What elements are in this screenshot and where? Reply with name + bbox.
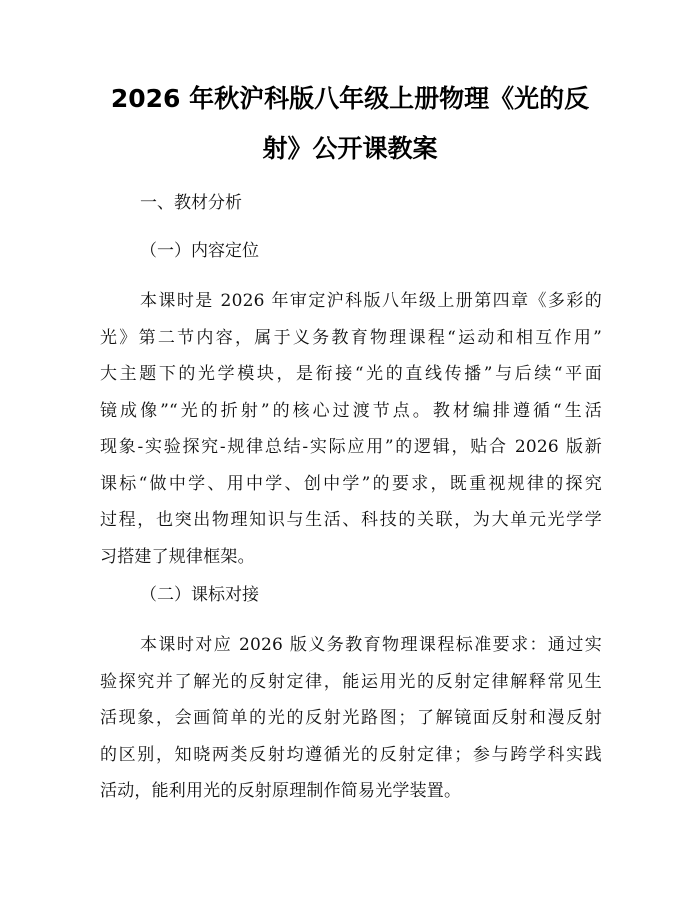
paragraph-line: 光》第二节内容，属于义务教育物理课程“运动和相互作用” (100, 327, 602, 348)
paragraph-line: 现象-实验探究-规律总结-实际应用”的逻辑，贴合 2026 版新 (100, 437, 602, 457)
paragraph-content-positioning (100, 290, 602, 582)
paragraph-line: 的区别，知晓两类反射均遵循光的反射定律；参与跨学科实践 (100, 744, 602, 765)
subsection-heading-curriculum-standard: （二）课标对接 (140, 585, 259, 605)
paragraph-line: 过程，也突出物理知识与生活、科技的关联，为大单元光学学 (100, 510, 602, 530)
document-title-line-2: 射》公开课教案 (262, 134, 438, 163)
section-heading-teaching-material-analysis: 一、教材分析 (140, 193, 242, 213)
paragraph-line: 大主题下的光学模块，是衔接“光的直线传播”与后续“平面 (100, 364, 602, 384)
paragraph-line: 本课时对应 2026 版义务教育物理课程标准要求：通过实 (140, 635, 602, 655)
paragraph-curriculum-standard (100, 634, 602, 817)
paragraph-line: 活动，能利用光的反射原理制作简易光学装置。 (100, 781, 462, 801)
document-title-line-1: 2026 年秋沪科版八年级上册物理《光的反 (110, 84, 590, 113)
paragraph-line: 验探究并了解光的反射定律，能运用光的反射定律解释常见生 (100, 671, 602, 692)
subsection-heading-content-positioning: （一）内容定位 (140, 241, 259, 261)
paragraph-line: 课标“做中学、用中学、创中学”的要求，既重视规律的探究 (100, 473, 602, 494)
paragraph-line: 本课时是 2026 年审定沪科版八年级上册第四章《多彩的 (140, 291, 602, 311)
paragraph-line: 活现象，会画简单的光的反射光路图；了解镜面反射和漫反射 (100, 708, 602, 728)
paragraph-line: 习搭建了规律框架。 (100, 546, 255, 567)
paragraph-line: 镜成像”“光的折射”的核心过渡节点。教材编排遵循“生活 (100, 400, 602, 421)
